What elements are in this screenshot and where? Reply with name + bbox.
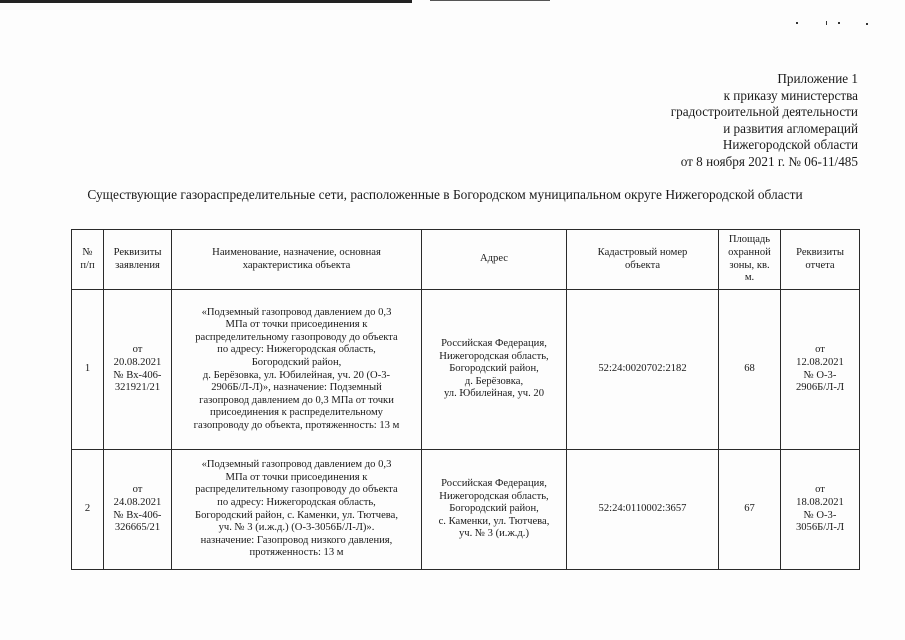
scan-speck [866, 23, 868, 25]
appendix-block [538, 71, 858, 170]
appendix-line: Нижегородской области [722, 137, 858, 152]
header-name: Наименование, назначение, основная характеристика объекта [172, 230, 422, 290]
appendix-line: градостроительной деятельности [670, 104, 858, 119]
gas-network-table [71, 229, 860, 570]
appendix-line: к приказу министерства [723, 87, 858, 103]
header-report: Реквизиты отчета [781, 230, 860, 290]
header-address: Адрес [422, 230, 567, 290]
cell-address: Российская Федерация, Нижегородская область, Богородский район, с. Каменки, ул. Тютчева, уч. № 3 (и.ж.д.) [422, 450, 567, 570]
document-title: Существующие газораспределительные сети, расположенные в Богородском муниципальном округе Нижегородской области [87, 187, 803, 202]
cell-address: Российская Федерация, Нижегородская область, Богородский район, д. Берёзовка, ул. Юбилейная, уч. 20 [422, 290, 567, 450]
cell-name: «Подземный газопровод давлением до 0,3 МПа от точки присоединения к распределительному газопроводу до объекта по адресу: Нижегородская область, Богородский район, д. Берёзовка, ул. Юбилейная, уч. 20 (О-3- 2906Б/Л-Л)», назначение: Подземный газопровод давлением до 0,3 МПа от точки присоединения к распределительному газопроводу до объекта, протяженность: 13 м [172, 290, 422, 450]
header-num: № п/п [72, 230, 104, 290]
scan-speck [796, 22, 798, 24]
cell-cadastral: 52:24:0110002:3657 [567, 450, 719, 570]
table-header-row [72, 230, 860, 290]
scan-edge-artifact [0, 0, 412, 3]
table-row [72, 290, 860, 450]
cell-name: «Подземный газопровод давлением до 0,3 МПа от точки присоединения к распределительному газопроводу до объекта по адресу: Нижегородская область, Богородский район, с. Каменки, ул. Тютчева, уч. № 3 (и.ж.д.) (О-3-3056Б/Л-Л)». назначение: Газопровод низкого давления, протяженность: 13 м [172, 450, 422, 570]
cell-area: 67 [719, 450, 781, 570]
cell-num: 2 [72, 450, 104, 570]
cell-report: от 12.08.2021 № О-3- 2906Б/Л-Л [781, 290, 860, 450]
cell-area: 68 [719, 290, 781, 450]
cell-report: от 18.08.2021 № О-3- 3056Б/Л-Л [781, 450, 860, 570]
scan-speck [826, 21, 827, 25]
header-cadastral: Кадастровый номер объекта [567, 230, 719, 290]
header-area: Площадь охранной зоны, кв. м. [719, 230, 781, 290]
header-request: Реквизиты заявления [104, 230, 172, 290]
cell-cadastral: 52:24:0020702:2182 [567, 290, 719, 450]
scan-edge-artifact [430, 0, 550, 1]
table-row [72, 450, 860, 570]
appendix-line: от 8 ноября 2021 г. № 06-11/485 [680, 153, 858, 169]
cell-request: от 20.08.2021 № Вх-406- 321921/21 [104, 290, 172, 450]
appendix-line: и развития агломераций [723, 120, 858, 136]
cell-request: от 24.08.2021 № Вх-406- 326665/21 [104, 450, 172, 570]
scan-speck [838, 22, 840, 24]
appendix-line: Приложение 1 [777, 71, 858, 86]
cell-num: 1 [72, 290, 104, 450]
